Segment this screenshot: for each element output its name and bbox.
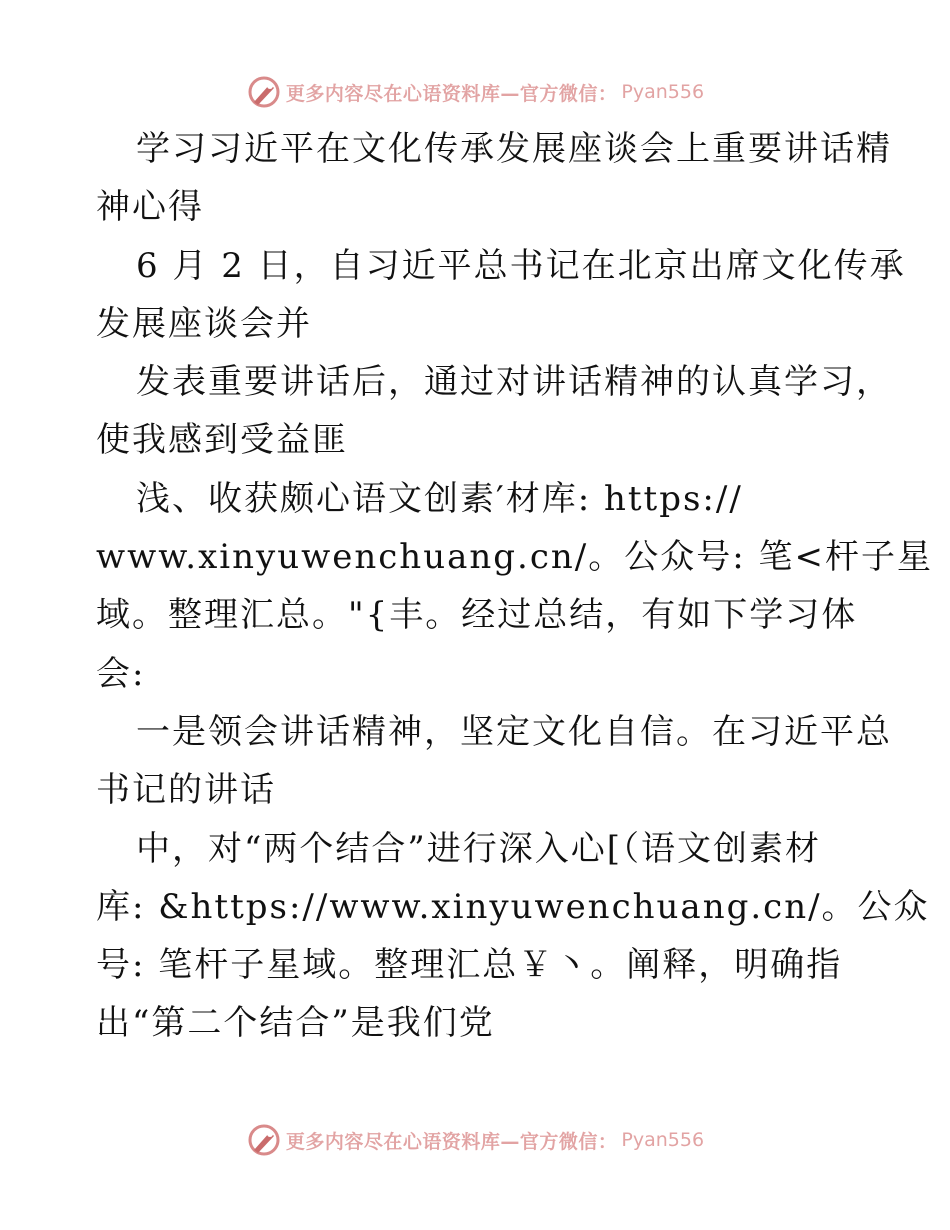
footer-watermark — [0, 1120, 950, 1160]
title-line-1: 学习习近平在文化传承发展座谈会上重要讲话精 — [136, 129, 892, 169]
watermark-text: 更多内容尽在心语资料库—官方微信： — [285, 82, 618, 105]
title-line-2: 神心得 — [96, 187, 204, 228]
text-line: 发表重要讲话后，通过对讲话精神的认真学习， — [136, 362, 892, 403]
text-line: www.xinyuwenchuang.cn/。公众号: 笔<杆子星 — [96, 537, 933, 578]
text-line: 发展座谈会并 — [96, 303, 312, 344]
text-line: 号: 笔杆子星域。整理汇总￥丶。阐释，明确指 — [96, 945, 843, 986]
text-line: 中，对“两个结合”进行深入心[（语文创素材 — [136, 828, 822, 869]
text-line: 出“第二个结合”是我们党 — [96, 1003, 495, 1044]
watermark-contact: Pyan556 — [621, 81, 705, 103]
text-line: 6 月 2 日，自习近平总书记在北京出席文化传承 — [136, 245, 906, 286]
watermark-contact: Pyan556 — [621, 1129, 705, 1151]
document-body — [96, 120, 933, 1053]
header-watermark — [0, 72, 950, 112]
text-line: 一是领会讲话精神，坚定文化自信。在习近平总 — [136, 711, 892, 752]
text-line: 域。整理汇总。"{丰。经过总结，有如下学习体 — [96, 595, 858, 636]
watermark-text: 更多内容尽在心语资料库—官方微信： — [285, 1130, 618, 1153]
text-line: 会: — [96, 653, 146, 694]
pen-logo-icon — [246, 74, 282, 110]
text-line: 书记的讲话 — [96, 770, 276, 811]
text-line: 库: &https://www.xinyuwenchuang.cn/。公众 — [96, 886, 930, 927]
text-line: 浅、收获颇心语文创素′材库: https:// — [136, 478, 743, 519]
pen-logo-icon — [246, 1122, 282, 1158]
text-line: 使我感到受益匪 — [96, 420, 348, 461]
